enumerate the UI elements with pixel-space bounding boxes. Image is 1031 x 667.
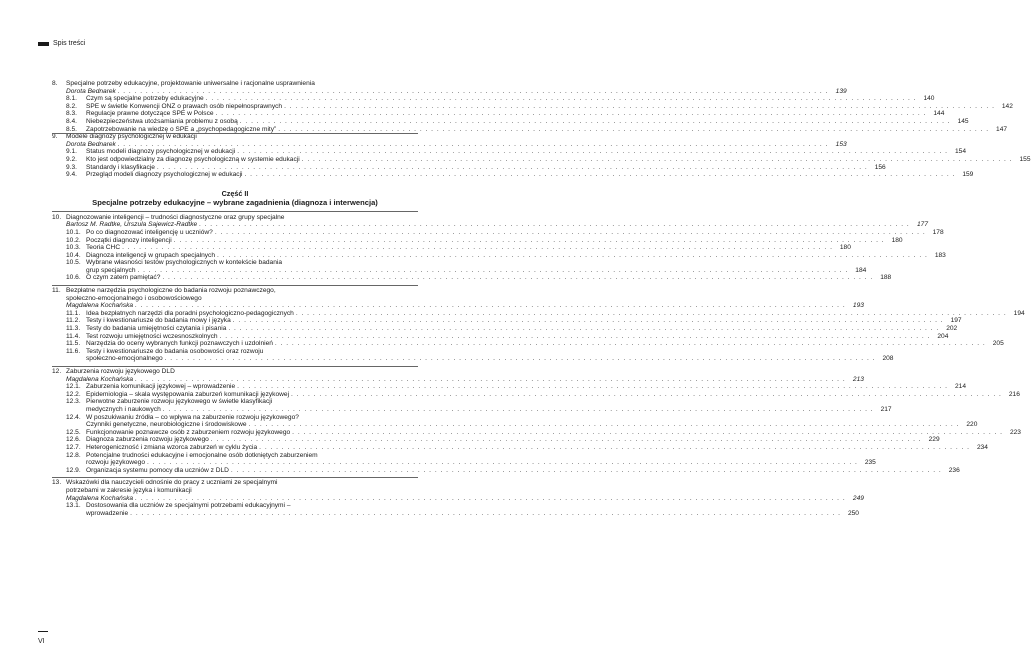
toc-entry-text: Magdalena Kochańska <box>66 302 134 310</box>
toc-section <box>52 163 886 172</box>
toc-entry-text: Czym są specjalne potrzeby edukacyjne <box>86 95 204 103</box>
dot-leader <box>296 310 1007 318</box>
toc-page-number: 214 <box>954 383 966 391</box>
toc-page-number: 183 <box>934 251 946 259</box>
chapter-number: 10. <box>52 213 62 221</box>
toc-entry-leader <box>86 436 940 444</box>
toc-page-number: 153 <box>835 140 847 148</box>
section-number: 11.6. <box>66 347 81 355</box>
dot-leader <box>275 340 986 348</box>
toc-entry-leader <box>86 156 1031 164</box>
toc-entry-text: Przegląd modeli diagnozy psychologicznej w edukacji <box>86 171 243 179</box>
divider-line <box>52 477 418 478</box>
toc-section <box>52 102 1013 111</box>
toc-entry-text: Diagnoza zaburzenia rozwoju językowego <box>86 436 209 444</box>
toc-section-continued <box>52 355 894 363</box>
chapter-title <box>52 368 418 376</box>
section-number: 11.2. <box>66 317 81 325</box>
toc-entry-text: Początki diagnozy inteligencji <box>86 236 172 244</box>
chapter-number: 8. <box>52 80 58 87</box>
dot-leader <box>135 495 846 503</box>
toc-page-number: 188 <box>880 274 892 282</box>
chapter-title <box>52 479 418 487</box>
toc-section <box>52 148 967 156</box>
toc-page-number: 216 <box>1008 390 1020 398</box>
toc-entry-leader <box>86 383 966 391</box>
dot-leader <box>284 103 995 111</box>
toc-entry-leader <box>86 252 946 260</box>
dot-leader <box>147 459 858 467</box>
toc-page-number: 193 <box>852 302 864 310</box>
toc-section <box>52 317 962 325</box>
toc-page-number: 156 <box>874 163 886 171</box>
dot-leader <box>163 406 874 414</box>
toc-entry-leader <box>86 171 973 179</box>
dot-leader <box>220 333 931 341</box>
toc-page-number: 140 <box>923 95 935 103</box>
toc-entry-text: Epidemiologia – skala występowania zaburzeń komunikacji językowej <box>86 390 290 398</box>
toc-entry-leader <box>86 229 944 237</box>
section-number: 9.2. <box>66 155 77 163</box>
toc-entry-leader <box>66 140 847 149</box>
toc-entry-text: Funkcjonowanie poznawcze osób z zaburzeniem rozwoju językowego <box>86 428 291 436</box>
toc-entry-leader <box>86 502 418 510</box>
toc-section <box>52 309 1025 318</box>
toc-page-number: 202 <box>946 325 958 333</box>
toc-entry-text: Diagnoza inteligencji w grupach specjalnych <box>86 251 216 259</box>
section-number: 12.7. <box>66 443 81 451</box>
dot-leader <box>122 244 833 252</box>
toc-entry-leader <box>86 452 418 460</box>
toc-section <box>52 259 418 267</box>
toc-page-number: 217 <box>880 405 892 413</box>
toc-entry-leader <box>86 509 859 518</box>
toc-page-number: 220 <box>966 421 978 429</box>
dot-leader <box>259 444 970 452</box>
part-title: Specjalne potrzeby edukacyjne – wybrane zagadnienia (diagnoza i interwencja) <box>92 197 378 207</box>
toc-entry-leader <box>66 375 864 384</box>
section-number: 8.4. <box>66 117 77 125</box>
section-number: 11.1. <box>66 309 81 317</box>
toc-page-number: 249 <box>852 494 864 502</box>
section-number: 12.5. <box>66 428 81 436</box>
toc-entry-leader <box>86 391 1020 399</box>
dot-leader <box>245 171 956 179</box>
toc-entry-text: Kto jest odpowiedzialny za diagnozę psychologiczną w systemie edukacji <box>86 155 300 163</box>
header-marker-icon <box>38 42 49 46</box>
toc-entry-text: Magdalena Kochańska <box>66 375 134 383</box>
toc-entry-leader <box>66 302 864 310</box>
chapter-author <box>52 221 929 229</box>
dot-leader <box>199 221 910 229</box>
dot-leader <box>237 383 948 391</box>
toc-entry-text: Teoria CHC <box>86 244 121 252</box>
dot-leader <box>292 429 1003 437</box>
toc-page-number: 155 <box>1019 155 1031 163</box>
toc-entry-text: Niebezpieczeństwa utożsamiania problemu z osobą <box>86 117 238 125</box>
toc-chapter-11 <box>52 287 1025 363</box>
chapter-author <box>52 375 864 384</box>
section-number: 8.1. <box>66 95 77 103</box>
toc-entry-leader <box>86 274 891 282</box>
toc-entry-leader <box>86 317 962 325</box>
toc-block-chapters-8-9 <box>52 80 1031 179</box>
toc-entry-text: O czym zatem pamiętać? <box>86 274 161 282</box>
chapter-number: 9. <box>52 133 58 141</box>
toc-page-number: 229 <box>928 436 940 444</box>
divider-line <box>52 211 418 212</box>
toc-page-number: 235 <box>864 459 876 467</box>
section-number: 12.9. <box>66 466 81 474</box>
toc-section <box>52 452 418 460</box>
toc-page-number: 147 <box>996 125 1008 133</box>
toc-section <box>52 95 935 103</box>
dot-leader <box>211 436 922 444</box>
toc-entry-text: SPE w świetle Konwencji ONZ o prawach osób niepełnosprawnych <box>86 102 283 110</box>
toc-entry-text: grup specjalnych <box>86 266 136 274</box>
toc-page-number: 197 <box>950 317 962 325</box>
toc-section <box>52 436 940 444</box>
section-number: 10.6. <box>66 274 81 282</box>
toc-entry-leader <box>86 118 969 126</box>
toc-page-number: 236 <box>948 466 960 474</box>
toc-entry-leader <box>86 421 978 429</box>
toc-section <box>52 502 418 510</box>
section-number: 10.4. <box>66 251 81 259</box>
toc-section <box>52 155 1031 164</box>
toc-section <box>52 171 974 179</box>
toc-section <box>52 398 418 406</box>
dot-leader <box>135 376 846 384</box>
section-number: 10.2. <box>66 236 81 244</box>
toc-section <box>52 340 1004 348</box>
toc-page-number: 139 <box>835 87 847 95</box>
chapter-title <box>52 214 418 222</box>
divider-line <box>52 366 418 367</box>
dot-leader <box>240 118 951 126</box>
toc-page-number: 205 <box>992 340 1004 348</box>
toc-page-number: 180 <box>839 244 851 252</box>
toc-entry-text: Status modeli diagnozy psychologicznej w edukacji <box>86 148 236 156</box>
toc-entry-text: wprowadzenie <box>86 509 129 517</box>
toc-page-number: 159 <box>962 171 974 179</box>
toc-entry-leader <box>66 87 847 96</box>
toc-page-number: 194 <box>1013 309 1025 317</box>
dot-leader <box>217 252 928 260</box>
toc-page-number: 145 <box>957 117 969 125</box>
dot-leader <box>278 126 989 134</box>
section-number: 9.4. <box>66 171 77 179</box>
dot-leader <box>174 237 885 245</box>
toc-entry-leader <box>86 310 1025 318</box>
toc-page-number: 154 <box>955 148 967 156</box>
chapter-title-continued <box>52 295 418 303</box>
toc-entry-text: Dorota Bednarek <box>66 140 116 148</box>
section-number: 13.1. <box>66 502 81 510</box>
dot-leader <box>231 467 942 475</box>
toc-entry-leader <box>86 266 867 275</box>
toc-section <box>52 228 944 237</box>
toc-page-number: 234 <box>976 443 988 451</box>
toc-page-number: 250 <box>847 509 859 517</box>
toc-entry-text: Bartosz M. Radtke, Urszula Sajewicz-Radtke <box>66 221 198 229</box>
chapter-author <box>52 494 864 503</box>
toc-page-number: 208 <box>882 355 894 363</box>
toc-entry-text: Idea bezpłatnych narzędzi dla poradni psychologiczno-pedagogicznych <box>86 309 294 317</box>
toc-section <box>52 117 969 126</box>
toc-page-number: 223 <box>1009 428 1021 436</box>
toc-entry-leader <box>86 444 988 452</box>
dot-leader <box>118 141 829 149</box>
toc-entry-leader <box>86 103 1013 111</box>
toc-section <box>52 383 966 391</box>
dot-leader <box>130 510 841 518</box>
toc-entry-text: W poszukiwaniu źródła – co wpływa na zaburzenie rozwoju językowego? <box>86 413 299 421</box>
toc-section <box>52 414 418 422</box>
header-label: Spis treści <box>53 40 86 47</box>
toc-entry-leader <box>86 405 892 414</box>
chapter-title-text: Zaburzenia rozwoju językowego DLD <box>66 368 175 375</box>
page-number: VI <box>38 638 45 645</box>
toc-entry-leader <box>86 467 960 475</box>
chapter-number: 11. <box>52 287 61 295</box>
toc-page-number: 178 <box>932 228 944 236</box>
toc-entry-text: Dostosowania dla uczniów ze specjalnymi potrzebami edukacyjnymi – <box>86 502 291 510</box>
toc-section <box>52 348 418 356</box>
toc-chapter-12 <box>52 368 1021 474</box>
section-number: 10.5. <box>66 259 81 267</box>
toc-section <box>52 443 988 452</box>
toc-chapter-10 <box>52 213 946 282</box>
toc-page-number: 144 <box>933 110 945 118</box>
toc-section-continued <box>52 459 876 467</box>
dot-leader <box>162 274 873 282</box>
toc-entry-leader <box>86 259 418 267</box>
toc-section <box>52 466 960 475</box>
chapter-title-continued <box>52 487 418 495</box>
toc-section-continued <box>52 421 978 429</box>
toc-section-continued <box>52 266 867 275</box>
dot-leader <box>228 325 939 333</box>
toc-section <box>52 244 851 252</box>
toc-chapter-13 <box>52 479 864 517</box>
chapter-number: 13. <box>52 479 62 487</box>
toc-entry-text: Dorota Bednarek <box>66 87 116 95</box>
toc-entry-text: Heterogeniczność i zmiana wzorca zaburzeń w cyklu życia <box>86 443 258 451</box>
toc-entry-leader <box>86 244 851 252</box>
toc-entry-text: społeczno-emocjonalnego <box>86 355 163 363</box>
toc-section <box>52 390 1020 399</box>
part-label: Część II <box>221 188 249 198</box>
chapter-number: 12. <box>52 368 62 375</box>
toc-entry-leader <box>86 325 957 333</box>
toc-entry-text: rozwoju językowego <box>86 459 146 467</box>
toc-page-number: 177 <box>917 221 929 229</box>
toc-entry-text: Po co diagnozować inteligencję u uczniów? <box>86 228 213 236</box>
section-number: 12.2. <box>66 390 81 398</box>
section-number: 12.4. <box>66 413 81 421</box>
toc-page-number: 184 <box>855 266 867 274</box>
dot-leader <box>137 267 848 275</box>
toc-page-number: 204 <box>937 332 949 340</box>
toc-entry-text: medycznych i naukowych <box>86 405 161 413</box>
toc-section <box>52 274 892 282</box>
chapter-title-text: Bezpłatne narzędzia psychologiczne do badania rozwoju poznawczego, <box>66 287 276 295</box>
toc-entry-leader <box>86 348 418 356</box>
toc-entry-leader <box>86 126 1007 134</box>
toc-entry-text: Testy i kwestionariusze do badania osobowości oraz rozwoju <box>86 347 264 355</box>
section-number: 10.1. <box>66 228 81 236</box>
toc-entry-text: Standardy i klasyfikacje <box>86 163 155 171</box>
toc-entry-leader <box>86 398 418 406</box>
toc-entry-leader <box>86 340 1004 348</box>
dot-leader <box>302 156 1013 164</box>
toc-entry-leader <box>86 429 1021 437</box>
chapter-title-text: Modele diagnozy psychologicznej w edukacji <box>66 133 197 141</box>
dot-leader <box>237 148 948 156</box>
divider-line <box>52 285 418 286</box>
chapter-title <box>52 80 418 88</box>
toc-entry-text: Regulacje prawne dotyczące SPE w Polsce <box>86 110 214 118</box>
toc-entry-leader <box>86 459 876 467</box>
chapter-author <box>52 87 847 96</box>
dot-leader <box>216 110 927 118</box>
toc-entry-leader <box>86 110 944 118</box>
dot-leader <box>118 88 829 96</box>
toc-entry-leader <box>66 221 929 229</box>
chapter-title-text: Wskazówki dla nauczycieli odnośnie do pracy z uczniami ze specjalnymi <box>66 479 278 487</box>
toc-section <box>52 251 946 260</box>
dot-leader <box>291 391 1002 399</box>
section-number: 10.3. <box>66 244 81 252</box>
chapter-title-text: Specjalne potrzeby edukacyjne, projektowanie uniwersalne i racjonalne usprawnienia <box>66 80 315 87</box>
dot-leader <box>215 229 926 237</box>
section-number: 8.2. <box>66 102 77 110</box>
section-number: 9.1. <box>66 148 77 156</box>
toc-entry-leader <box>86 237 903 245</box>
section-number: 11.5. <box>66 340 81 348</box>
toc-entry-text: Czynniki genetyczne, neurobiologiczne i środowiskowe <box>86 421 247 429</box>
footer-rule <box>38 631 48 632</box>
toc-entry-text: Pierwotne zaburzenie rozwoju językowego w świetle klasyfikacji <box>86 398 273 406</box>
chapter-title <box>52 133 418 141</box>
table-of-contents <box>52 80 1031 517</box>
dot-leader <box>249 421 960 429</box>
toc-section-continued <box>52 509 859 518</box>
toc-page-number: 180 <box>891 236 903 244</box>
toc-entry-leader <box>86 95 934 103</box>
chapter-author <box>52 140 847 149</box>
divider-line <box>52 133 418 134</box>
section-number: 12.6. <box>66 436 81 444</box>
toc-entry-text: Zaburzenia komunikacji językowej – wprowadzenie <box>86 383 236 391</box>
dot-leader <box>157 164 868 172</box>
toc-entry-text: Narzędzia do oceny wybranych funkcji poznawczych i uzdolnień <box>86 340 273 348</box>
section-number: 9.3. <box>66 163 77 171</box>
chapter-author <box>52 302 864 310</box>
chapter-title-text: społeczno-emocjonalnego i osobowościowego <box>66 294 202 302</box>
toc-entry-text: Test rozwoju umiejętności wczesnoszkolnych <box>86 332 218 340</box>
toc-page-number: 142 <box>1001 102 1013 110</box>
dot-leader <box>206 95 917 103</box>
toc-entry-text: Wybrane własności testów psychologicznych w kontekście badania <box>86 259 283 267</box>
toc-entry-text: Magdalena Kochańska <box>66 494 134 502</box>
toc-entry-leader <box>86 333 948 341</box>
toc-entry-leader <box>86 414 418 422</box>
section-number: 12.1. <box>66 383 81 391</box>
toc-section <box>52 325 958 333</box>
toc-entry-text: Testy i kwestionariusze do badania mowy i języka <box>86 317 231 325</box>
toc-section <box>52 332 949 341</box>
toc-entry-leader <box>86 164 886 172</box>
toc-page-number: 213 <box>852 375 864 383</box>
toc-entry-text: Potencjalne trudności edukacyjne i emocjonalne osób dotkniętych zaburzeniem <box>86 451 318 459</box>
running-header <box>38 40 85 47</box>
section-number: 12.8. <box>66 451 81 459</box>
toc-section <box>52 110 945 118</box>
section-number: 8.5. <box>66 125 77 133</box>
toc-section <box>52 236 903 245</box>
toc-section <box>52 125 1008 134</box>
dot-leader <box>135 302 846 310</box>
chapter-title <box>52 287 418 295</box>
toc-section-continued <box>52 405 892 414</box>
toc-entry-text: Testy do badania umiejętności czytania i pisania <box>86 325 227 333</box>
section-number: 11.3. <box>66 325 81 333</box>
chapter-title-text: Diagnozowanie inteligencji – trudności diagnostyczne oraz grupy specjalne <box>66 213 285 221</box>
section-number: 11.4. <box>66 332 81 340</box>
section-number: 12.3. <box>66 398 81 406</box>
toc-entry-leader <box>86 148 966 156</box>
dot-leader <box>233 317 944 325</box>
dot-leader <box>165 355 876 363</box>
toc-entry-leader <box>86 355 894 363</box>
toc-entry-leader <box>66 494 864 503</box>
toc-section <box>52 428 1021 437</box>
toc-entry-text: Organizacja systemu pomocy dla uczniów z DLD <box>86 466 229 474</box>
section-number: 8.3. <box>66 110 77 118</box>
chapter-title-text: potrzebami w zakresie języka i komunikacji <box>66 486 192 494</box>
toc-entry-text: Zapotrzebowanie na wiedzę o SPE a „psychopedagogiczne mity” <box>86 125 277 133</box>
